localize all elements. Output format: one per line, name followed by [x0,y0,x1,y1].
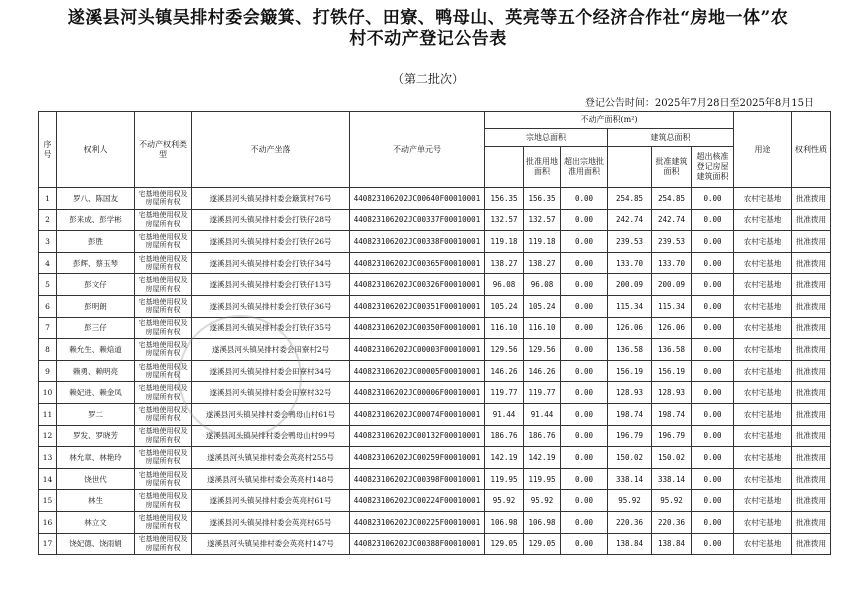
cell-unit-no: 440823106202JC00005F00010001 [350,360,485,382]
cell-land-area: 96.08 [485,274,524,296]
cell-nature: 批准拨用 [792,533,831,555]
cell-owner: 饶世代 [57,468,135,490]
cell-right-type: 宅基地使用权及房屋所有权 [135,209,192,231]
cell-location: 遂溪县河头镇吴排村委会打铁仔35号 [192,317,350,339]
cell-build-approved: 200.09 [652,274,692,296]
cell-right-type: 宅基地使用权及房屋所有权 [135,317,192,339]
cell-right-type: 宅基地使用权及房屋所有权 [135,339,192,361]
cell-owner: 罗发、罗晓芳 [57,425,135,447]
cell-seq: 16 [39,511,57,533]
registration-table [38,111,831,555]
cell-land-area: 106.98 [485,511,524,533]
header-build-area-total [608,147,652,188]
cell-build-excess: 0.00 [692,209,734,231]
header-build-area: 建筑总面积 [608,129,734,147]
cell-build-area: 239.53 [608,231,652,253]
cell-right-type: 宅基地使用权及房屋所有权 [135,533,192,555]
cell-land-excess: 0.00 [561,490,608,512]
cell-build-approved: 136.58 [652,339,692,361]
cell-location: 遂溪县河头镇吴排村委会鸭母山村61号 [192,403,350,425]
cell-usage: 农村宅基地 [734,511,792,533]
cell-build-area: 198.74 [608,403,652,425]
cell-land-excess: 0.00 [561,360,608,382]
cell-usage: 农村宅基地 [734,188,792,210]
cell-nature: 批准拨用 [792,252,831,274]
table-row [39,317,831,339]
cell-build-excess: 0.00 [692,403,734,425]
cell-build-area: 156.19 [608,360,652,382]
cell-nature: 批准拨用 [792,231,831,253]
header-build-approved: 批准建筑面积 [652,147,692,188]
cell-build-area: 242.74 [608,209,652,231]
cell-land-approved: 129.56 [524,339,561,361]
cell-usage: 农村宅基地 [734,533,792,555]
cell-build-excess: 0.00 [692,295,734,317]
cell-land-excess: 0.00 [561,252,608,274]
cell-seq: 1 [39,188,57,210]
cell-owner: 彭明朗 [57,295,135,317]
cell-seq: 8 [39,339,57,361]
cell-land-area: 132.57 [485,209,524,231]
table-row [39,382,831,404]
cell-location: 遂溪县河头镇吴排村委会簸箕村76号 [192,188,350,210]
header-area-group: 不动产面积(m²) [485,112,734,129]
cell-seq: 14 [39,468,57,490]
cell-unit-no: 440823106202JC00224F00010001 [350,490,485,512]
cell-owner: 林允章、林艳玲 [57,447,135,469]
cell-build-area: 254.85 [608,188,652,210]
cell-nature: 批准拨用 [792,209,831,231]
cell-nature: 批准拨用 [792,468,831,490]
cell-land-excess: 0.00 [561,209,608,231]
table-row [39,339,831,361]
cell-build-area: 133.70 [608,252,652,274]
cell-nature: 批准拨用 [792,511,831,533]
cell-owner: 罗二 [57,403,135,425]
cell-usage: 农村宅基地 [734,295,792,317]
cell-build-excess: 0.00 [692,360,734,382]
cell-land-excess: 0.00 [561,317,608,339]
cell-nature: 批准拨用 [792,447,831,469]
cell-land-approved: 119.18 [524,231,561,253]
cell-right-type: 宅基地使用权及房屋所有权 [135,252,192,274]
cell-right-type: 宅基地使用权及房屋所有权 [135,231,192,253]
cell-seq: 4 [39,252,57,274]
cell-nature: 批准拨用 [792,490,831,512]
cell-nature: 批准拨用 [792,274,831,296]
header-land-area: 宗地总面积 [485,129,608,147]
announcement-period: 登记公告时间：2025年7月28日至2025年8月15日 [584,98,814,109]
cell-build-excess: 0.00 [692,252,734,274]
cell-land-approved: 129.05 [524,533,561,555]
cell-owner: 彭来成、彭学彬 [57,209,135,231]
header-unit-no: 不动产单元号 [350,112,485,188]
cell-land-area: 116.10 [485,317,524,339]
cell-build-approved: 133.70 [652,252,692,274]
header-land-approved: 批准用地面积 [524,147,561,188]
cell-unit-no: 440823106202JC00337F00010001 [350,209,485,231]
table-row [39,188,831,210]
cell-land-approved: 91.44 [524,403,561,425]
cell-location: 遂溪县河头镇吴排村委会英亮村61号 [192,490,350,512]
cell-unit-no: 440823106202JC00003F00010001 [350,339,485,361]
cell-build-approved: 254.85 [652,188,692,210]
cell-seq: 6 [39,295,57,317]
cell-usage: 农村宅基地 [734,382,792,404]
cell-right-type: 宅基地使用权及房屋所有权 [135,425,192,447]
cell-land-excess: 0.00 [561,403,608,425]
cell-usage: 农村宅基地 [734,425,792,447]
cell-right-type: 宅基地使用权及房屋所有权 [135,295,192,317]
cell-usage: 农村宅基地 [734,447,792,469]
cell-seq: 9 [39,360,57,382]
cell-land-approved: 142.19 [524,447,561,469]
cell-build-area: 136.58 [608,339,652,361]
cell-right-type: 宅基地使用权及房屋所有权 [135,403,192,425]
header-right-type: 不动产权利类型 [135,112,192,188]
cell-build-area: 338.14 [608,468,652,490]
batch-subtitle: （第二批次） [391,72,464,86]
cell-nature: 批准拨用 [792,295,831,317]
cell-location: 遂溪县河头镇吴排村委会打铁仔34号 [192,252,350,274]
cell-build-excess: 0.00 [692,382,734,404]
cell-seq: 12 [39,425,57,447]
table-row [39,533,831,555]
cell-seq: 7 [39,317,57,339]
cell-owner: 彭三仔 [57,317,135,339]
cell-nature: 批准拨用 [792,425,831,447]
cell-right-type: 宅基地使用权及房屋所有权 [135,490,192,512]
cell-unit-no: 440823106202JC00398F00010001 [350,468,485,490]
cell-location: 遂溪县河头镇吴排村委会打铁仔36号 [192,295,350,317]
cell-land-area: 119.95 [485,468,524,490]
cell-owner: 罗八、陈国友 [57,188,135,210]
table-row [39,511,831,533]
cell-build-approved: 138.84 [652,533,692,555]
cell-build-area: 150.02 [608,447,652,469]
cell-seq: 11 [39,403,57,425]
cell-owner: 彭辉、蔡玉琴 [57,252,135,274]
cell-land-area: 129.05 [485,533,524,555]
cell-land-area: 156.35 [485,188,524,210]
cell-unit-no: 440823106202JC00259F00010001 [350,447,485,469]
cell-usage: 农村宅基地 [734,317,792,339]
cell-usage: 农村宅基地 [734,252,792,274]
table-row [39,274,831,296]
cell-usage: 农村宅基地 [734,490,792,512]
table-row [39,447,831,469]
cell-location: 遂溪县河头镇吴排村委会英亮村65号 [192,511,350,533]
cell-build-approved: 220.36 [652,511,692,533]
header-land-excess: 超出宗地批准用面积 [561,147,608,188]
cell-land-approved: 116.10 [524,317,561,339]
cell-nature: 批准拨用 [792,188,831,210]
cell-build-excess: 0.00 [692,274,734,296]
cell-build-approved: 115.34 [652,295,692,317]
cell-build-excess: 0.00 [692,447,734,469]
cell-nature: 批准拨用 [792,360,831,382]
table-row [39,295,831,317]
cell-build-approved: 198.74 [652,403,692,425]
cell-unit-no: 440823106202JC00350F00010001 [350,317,485,339]
cell-unit-no: 440823106202JC00351F00010001 [350,295,485,317]
cell-build-area: 200.09 [608,274,652,296]
cell-seq: 2 [39,209,57,231]
cell-build-approved: 95.92 [652,490,692,512]
cell-land-excess: 0.00 [561,339,608,361]
cell-build-area: 220.36 [608,511,652,533]
cell-location: 遂溪县河头镇吴排村委会打铁仔13号 [192,274,350,296]
cell-unit-no: 440823106202JC00074F00010001 [350,403,485,425]
cell-land-approved: 96.08 [524,274,561,296]
cell-right-type: 宅基地使用权及房屋所有权 [135,468,192,490]
document-title [0,8,856,50]
cell-right-type: 宅基地使用权及房屋所有权 [135,511,192,533]
title-line-1: 遂溪县河头镇吴排村委会簸箕、打铁仔、田寮、鸭母山、英亮等五个经济合作社“房地一体”农 [67,8,789,28]
cell-land-excess: 0.00 [561,447,608,469]
cell-owner: 彭文仔 [57,274,135,296]
cell-location: 遂溪县河头镇吴排村委会英亮村147号 [192,533,350,555]
cell-build-excess: 0.00 [692,188,734,210]
cell-land-excess: 0.00 [561,511,608,533]
cell-seq: 3 [39,231,57,253]
cell-right-type: 宅基地使用权及房屋所有权 [135,447,192,469]
table-row [39,231,831,253]
cell-land-approved: 138.27 [524,252,561,274]
cell-right-type: 宅基地使用权及房屋所有权 [135,382,192,404]
cell-land-excess: 0.00 [561,231,608,253]
cell-owner: 饶妃德、饶雨娟 [57,533,135,555]
cell-usage: 农村宅基地 [734,360,792,382]
header-location: 不动产坐落 [192,112,350,188]
cell-unit-no: 440823106202JC00365F00010001 [350,252,485,274]
cell-usage: 农村宅基地 [734,231,792,253]
cell-unit-no: 440823106202JC00326F00010001 [350,274,485,296]
cell-build-excess: 0.00 [692,231,734,253]
cell-owner: 林立文 [57,511,135,533]
cell-usage: 农村宅基地 [734,339,792,361]
cell-usage: 农村宅基地 [734,403,792,425]
cell-build-approved: 128.93 [652,382,692,404]
cell-land-area: 138.27 [485,252,524,274]
cell-build-approved: 242.74 [652,209,692,231]
cell-build-area: 126.06 [608,317,652,339]
cell-land-excess: 0.00 [561,425,608,447]
cell-land-excess: 0.00 [561,533,608,555]
cell-unit-no: 440823106202JC00225F00010001 [350,511,485,533]
header-nature: 权利性质 [792,112,831,188]
cell-build-excess: 0.00 [692,425,734,447]
cell-land-area: 129.56 [485,339,524,361]
cell-land-area: 119.77 [485,382,524,404]
table-row [39,425,831,447]
cell-build-excess: 0.00 [692,339,734,361]
cell-owner: 彭胜 [57,231,135,253]
cell-build-excess: 0.00 [692,317,734,339]
cell-build-approved: 126.06 [652,317,692,339]
cell-build-excess: 0.00 [692,468,734,490]
header-land-area-total [485,147,524,188]
cell-land-approved: 106.98 [524,511,561,533]
cell-build-approved: 239.53 [652,231,692,253]
cell-nature: 批准拨用 [792,382,831,404]
cell-build-area: 128.93 [608,382,652,404]
cell-nature: 批准拨用 [792,403,831,425]
cell-nature: 批准拨用 [792,339,831,361]
cell-location: 遂溪县河头镇吴排村委会英亮村148号 [192,468,350,490]
cell-build-area: 115.34 [608,295,652,317]
cell-land-area: 119.18 [485,231,524,253]
cell-land-excess: 0.00 [561,188,608,210]
cell-owner: 赖勇、赖明亮 [57,360,135,382]
cell-location: 遂溪县河头镇吴排村委会鸭母山村99号 [192,425,350,447]
cell-owner: 林生 [57,490,135,512]
cell-build-approved: 338.14 [652,468,692,490]
cell-location: 遂溪县河头镇吴排村委会田寮村34号 [192,360,350,382]
cell-land-approved: 95.92 [524,490,561,512]
cell-land-area: 186.76 [485,425,524,447]
cell-seq: 15 [39,490,57,512]
header-seq: 序号 [39,112,57,188]
cell-usage: 农村宅基地 [734,468,792,490]
cell-land-area: 95.92 [485,490,524,512]
cell-land-excess: 0.00 [561,468,608,490]
cell-seq: 17 [39,533,57,555]
cell-location: 遂溪县河头镇吴排村委会英亮村255号 [192,447,350,469]
cell-nature: 批准拨用 [792,317,831,339]
cell-build-approved: 150.02 [652,447,692,469]
cell-unit-no: 440823106202JC00388F00010001 [350,533,485,555]
cell-land-approved: 156.35 [524,188,561,210]
cell-owner: 赖允生、赖焙道 [57,339,135,361]
cell-land-approved: 186.76 [524,425,561,447]
cell-unit-no: 440823106202JC00132F00010001 [350,425,485,447]
cell-owner: 赖妃进、赖金凤 [57,382,135,404]
cell-usage: 农村宅基地 [734,209,792,231]
cell-unit-no: 440823106202JC00640F00010001 [350,188,485,210]
table-row [39,360,831,382]
cell-build-excess: 0.00 [692,533,734,555]
cell-build-approved: 156.19 [652,360,692,382]
cell-land-approved: 119.95 [524,468,561,490]
table-row [39,403,831,425]
cell-build-area: 95.92 [608,490,652,512]
cell-right-type: 宅基地使用权及房屋所有权 [135,360,192,382]
cell-land-area: 105.24 [485,295,524,317]
cell-land-approved: 119.77 [524,382,561,404]
cell-build-excess: 0.00 [692,490,734,512]
cell-land-excess: 0.00 [561,295,608,317]
cell-seq: 13 [39,447,57,469]
table-row [39,252,831,274]
cell-land-area: 146.26 [485,360,524,382]
cell-right-type: 宅基地使用权及房屋所有权 [135,188,192,210]
cell-location: 遂溪县河头镇吴排村委会打铁仔26号 [192,231,350,253]
header-build-excess: 超出核准登记房屋建筑面积 [692,147,734,188]
cell-build-excess: 0.00 [692,511,734,533]
header-owner: 权利人 [57,112,135,188]
cell-build-area: 196.79 [608,425,652,447]
cell-land-approved: 132.57 [524,209,561,231]
cell-land-approved: 105.24 [524,295,561,317]
cell-build-approved: 196.79 [652,425,692,447]
cell-land-area: 142.19 [485,447,524,469]
cell-right-type: 宅基地使用权及房屋所有权 [135,274,192,296]
cell-land-excess: 0.00 [561,382,608,404]
cell-seq: 10 [39,382,57,404]
table-row [39,468,831,490]
cell-location: 遂溪县河头镇吴排村委会田寮村32号 [192,382,350,404]
cell-unit-no: 440823106202JC00006F00010001 [350,382,485,404]
cell-usage: 农村宅基地 [734,274,792,296]
cell-build-area: 138.84 [608,533,652,555]
header-usage: 用途 [734,112,792,188]
table-row [39,209,831,231]
cell-seq: 5 [39,274,57,296]
cell-unit-no: 440823106202JC00338F00010001 [350,231,485,253]
cell-location: 遂溪县河头镇吴排村委会田寮村2号 [192,339,350,361]
cell-land-area: 91.44 [485,403,524,425]
cell-location: 遂溪县河头镇吴排村委会打铁仔28号 [192,209,350,231]
table-row [39,490,831,512]
title-line-2: 村不动产登记公告表 [349,29,507,49]
cell-land-excess: 0.00 [561,274,608,296]
cell-land-approved: 146.26 [524,360,561,382]
